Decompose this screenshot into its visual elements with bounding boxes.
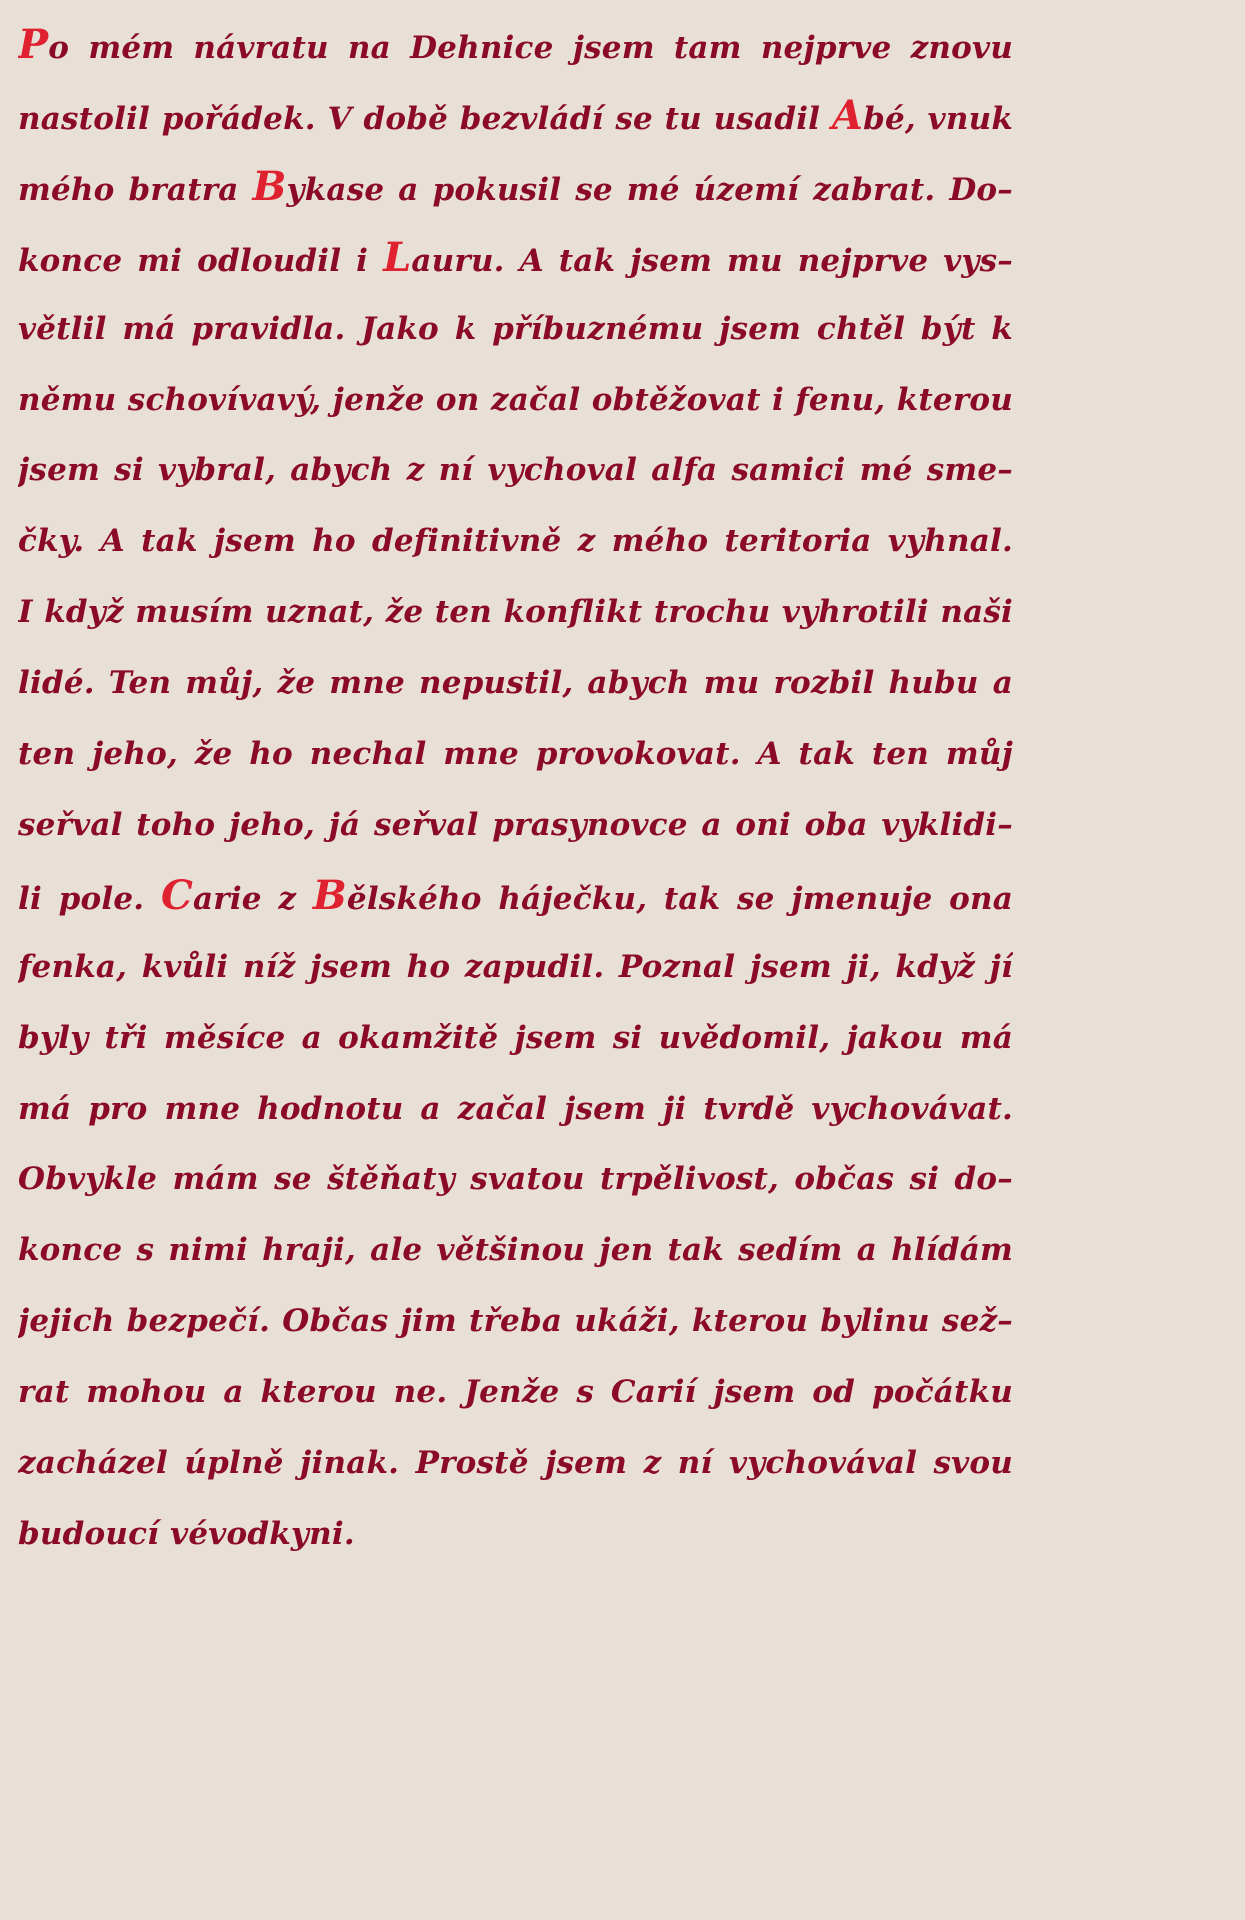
text-segment: Obvykle mám se štěňaty svatou trpělivost, občas si do– — [18, 1161, 1013, 1198]
text-segment: větlil má pravidla. Jako k příbuznému jsem chtěl být k — [18, 310, 1013, 347]
text-segment: I když musím uznat, že ten konflikt trochu vyhrotili naši — [18, 594, 1013, 631]
text-segment: konce mi odloudil i — [18, 242, 384, 279]
text-segment: zacházel úplně jinak. Prostě jsem z ní vychovával svou — [18, 1445, 1013, 1481]
text-segment: konce s nimi hraji, ale většinou jen tak sedím a hlídám — [18, 1232, 1013, 1269]
text-line — [18, 435, 1013, 505]
text-segment: němu schovívavý, jenže on začal obtěžovat i fenu, kterou — [18, 381, 1013, 418]
text-line — [18, 81, 1013, 151]
text-line — [18, 719, 1013, 789]
decorated-initial: B — [252, 162, 287, 210]
text-segment: nastolil pořádek. V době bezvládí se tu usadil — [18, 100, 832, 137]
text-segment: arie z — [193, 880, 313, 917]
decorated-initial: C — [160, 871, 193, 919]
text-line — [18, 365, 1013, 435]
text-segment: má pro mne hodnotu a začal jsem ji tvrdě vychovávat. — [18, 1090, 1013, 1127]
text-line — [18, 152, 1013, 222]
text-segment: Dehnice jsem tam nejprve znovu — [410, 30, 1013, 66]
decorated-initial: P — [18, 21, 49, 68]
text-segment: auru. A tak jsem mu nejprve vys– — [411, 242, 1013, 279]
text-line — [18, 506, 1013, 576]
text-line — [18, 932, 1013, 1002]
text-line — [18, 861, 1013, 931]
text-segment: jsem si vybral, abych z ní vychoval alfa samici mé sme– — [18, 452, 1013, 489]
text-line — [18, 1215, 1013, 1285]
text-line — [18, 1144, 1013, 1214]
text-line — [18, 294, 1013, 364]
text-line — [18, 790, 1013, 860]
text-segment: budoucí vévodkyni. — [18, 1515, 355, 1552]
text-segment: lidé. Ten můj, že mne nepustil, abych mu rozbil hubu a — [18, 665, 1013, 702]
text-segment: čky. A tak jsem ho definitivně z mého teritoria vyhnal. — [18, 523, 1013, 560]
decorated-initial: A — [831, 91, 864, 139]
text-segment: bé, vnuk — [863, 100, 1013, 137]
text-line — [18, 10, 1013, 80]
text-line — [18, 1003, 1013, 1073]
text-line — [18, 1499, 1013, 1569]
text-segment: ten jeho, že ho nechal mne provokovat. A tak ten můj — [18, 736, 1013, 772]
text-segment: seřval toho jeho, já seřval prasynovce a oni oba vyklidi– — [18, 806, 1013, 843]
text-segment: ělského háječku, tak se jmenuje ona — [346, 880, 1013, 917]
text-line — [18, 1357, 1013, 1427]
text-segment: jejich bezpečí. Občas jim třeba ukáži, kterou bylinu sež– — [18, 1303, 1013, 1340]
text-segment: mého bratra — [18, 171, 253, 208]
text-line — [18, 577, 1013, 647]
text-segment: fenka, kvůli níž jsem ho zapudil. Poznal jsem ji, když jí — [18, 948, 1013, 985]
text-line — [18, 1286, 1013, 1356]
text-line — [18, 1428, 1013, 1498]
text-line — [18, 648, 1013, 718]
decorated-initial: B — [312, 871, 347, 919]
text-segment: ykase a pokusil se mé území zabrat. Do– — [286, 171, 1013, 208]
text-segment: byly tři měsíce a okamžitě jsem si uvědomil, jakou má — [18, 1019, 1013, 1056]
text-line — [18, 1074, 1013, 1144]
text-line — [18, 223, 1013, 293]
text-segment: o mém návratu na — [48, 30, 411, 66]
text-segment: rat mohou a kterou ne. Jenže s Carií jsem od počátku — [18, 1374, 1013, 1411]
decorated-initial: L — [383, 233, 412, 281]
text-segment: li pole. — [18, 880, 161, 917]
